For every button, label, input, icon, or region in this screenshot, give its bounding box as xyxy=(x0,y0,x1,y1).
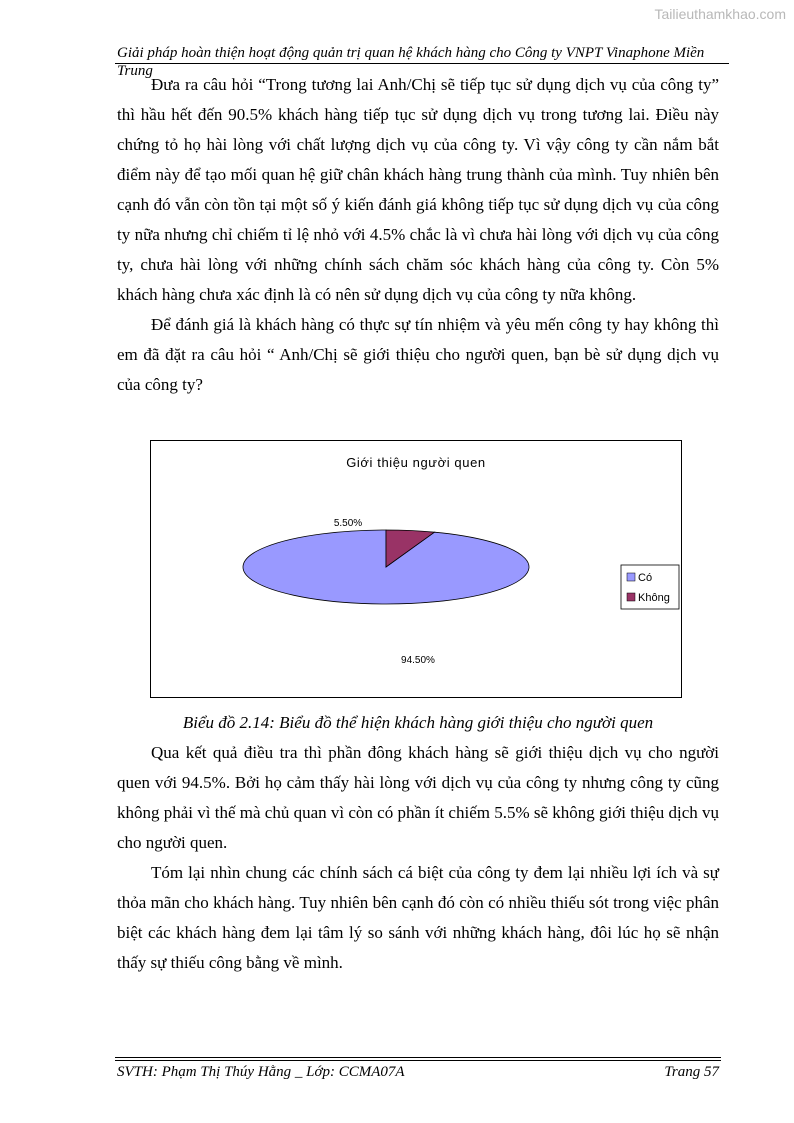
chart-title: Giới thiệu người quen xyxy=(346,455,486,470)
legend-swatch-co xyxy=(627,573,635,581)
legend xyxy=(621,565,679,609)
watermark: Tailieuthamkhao.com xyxy=(654,6,786,22)
header-rule xyxy=(115,63,729,64)
footer-rule-1 xyxy=(115,1057,721,1058)
pie-chart xyxy=(151,441,681,697)
data-label-co: 94.50% xyxy=(401,655,435,666)
footer-rule-2 xyxy=(115,1060,721,1061)
legend-label-khong: Không xyxy=(638,592,670,604)
figure-caption: Biểu đồ 2.14: Biểu đồ thể hiện khách hàng giới thiệu cho người quen xyxy=(182,713,654,732)
pie-chart-frame xyxy=(150,440,682,698)
paragraph-4: Tóm lại nhìn chung các chính sách cá biệt của công ty đem lại nhiều lợi ích và sự thỏa mãn cho khách hàng. Tuy nhiên bên cạnh đó còn có nhiều thiếu sót trong việc phân biệt các khách hàng đem lại tâm lý so sánh với những khách hàng, đôi lúc họ sẽ nhận thấy sự thiếu công bằng về mình. xyxy=(117,863,719,972)
legend-swatch-khong xyxy=(627,593,635,601)
page-header: Giải pháp hoàn thiện hoạt động quản trị quan hệ khách hàng cho Công ty VNPT Vinaphone Miền Trung xyxy=(117,45,705,79)
legend-label-co: Có xyxy=(638,572,653,584)
top-text xyxy=(117,70,719,400)
data-label-khong: 5.50% xyxy=(333,518,363,529)
footer-author: SVTH: Phạm Thị Thúy Hằng _ Lớp: CCMA07A xyxy=(117,1064,405,1080)
footer-page-number: Trang 57 xyxy=(664,1064,719,1080)
bottom-text xyxy=(117,738,719,978)
paragraph-1: Đưa ra câu hỏi “Trong tương lai Anh/Chị sẽ tiếp tục sử dụng dịch vụ của công ty” thì hầu hết đến 90.5% khách hàng tiếp tục sử dụng dịch vụ trong tương lai. Điều này chứng tỏ họ hài lòng với chất lượng dịch vụ của công ty. Vì vậy công ty cần nắm bắt điểm này để tạo mối quan hệ giữ chân khách hàng trung thành của mình. Tuy nhiên bên cạnh đó vẫn còn tồn tại một số ý kiến đánh giá không tiếp tục sử dụng dịch vụ của công ty nữa nhưng chỉ chiếm tỉ lệ nhỏ với 4.5% chắc là vì chưa hài lòng với dịch vụ của công ty, chưa hài lòng với những chính sách chăm sóc khách hàng của công ty. Còn 5% khách hàng chưa xác định là có nên sử dụng dịch vụ của công ty nữa không. xyxy=(117,75,719,304)
paragraph-3: Qua kết quả điều tra thì phần đông khách hàng sẽ giới thiệu dịch vụ cho người quen với 94.5%. Bởi họ cảm thấy hài lòng với dịch vụ của công ty nhưng công ty cũng không phải vì thế mà chủ quan vì còn có phần ít chiếm 5.5% sẽ không giới thiệu dịch vụ cho người quen. xyxy=(117,743,719,852)
paragraph-2: Để đánh giá là khách hàng có thực sự tín nhiệm và yêu mến công ty hay không thì em đã đặt ra câu hỏi “ Anh/Chị sẽ giới thiệu cho người quen, bạn bè sử dụng dịch vụ của công ty? xyxy=(117,315,719,394)
